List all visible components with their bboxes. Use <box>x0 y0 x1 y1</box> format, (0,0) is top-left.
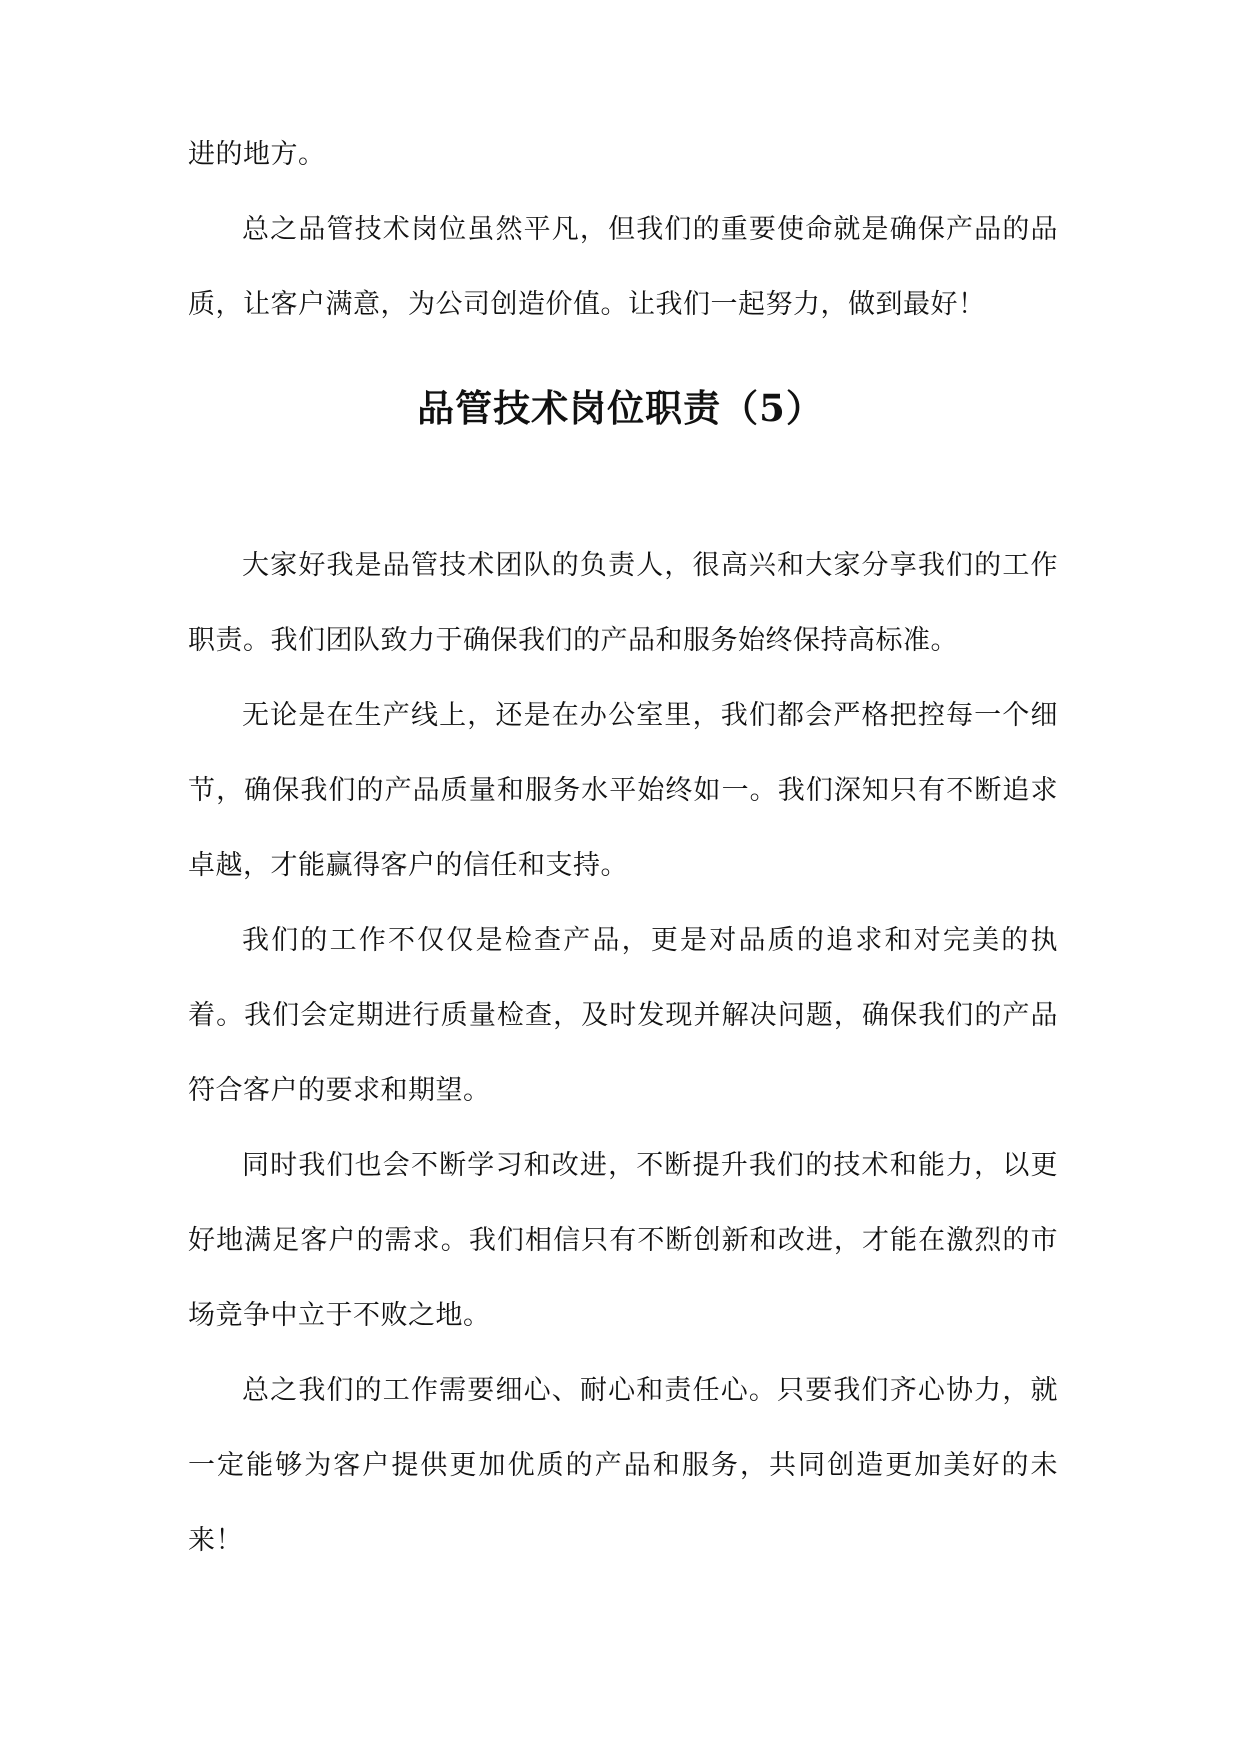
body-paragraph-5: 总之我们的工作需要细心、耐心和责任心。只要我们齐心协力，就一定能够为客户提供更加优质的产品和服务，共同创造更加美好的未来！ <box>188 1375 1058 1556</box>
body-paragraph-1: 大家好我是品管技术团队的负责人，很高兴和大家分享我们的工作职责。我们团队致力于确保我们的产品和服务始终保持高标准。 <box>188 550 1058 656</box>
top-text-block <box>188 117 1058 342</box>
body-paragraph-3: 我们的工作不仅仅是检查产品，更是对品质的追求和对完美的执着。我们会定期进行质量检查，及时发现并解决问题，确保我们的产品符合客户的要求和期望。 <box>188 925 1058 1106</box>
body-paragraph-4: 同时我们也会不断学习和改进，不断提升我们的技术和能力，以更好地满足客户的需求。我们相信只有不断创新和改进，才能在激烈的市场竞争中立于不败之地。 <box>188 1150 1058 1331</box>
continued-paragraph: 进的地方。 <box>188 139 326 170</box>
body-text-block <box>188 528 1058 1578</box>
section-title: 品管技术岗位职责（5） <box>417 386 824 430</box>
closing-paragraph: 总之品管技术岗位虽然平凡，但我们的重要使命就是确保产品的品质，让客户满意，为公司创造价值。让我们一起努力，做到最好！ <box>188 214 1058 320</box>
body-paragraph-2: 无论是在生产线上，还是在办公室里，我们都会严格把控每一个细节，确保我们的产品质量和服务水平始终如一。我们深知只有不断追求卓越，才能赢得客户的信任和支持。 <box>188 700 1058 881</box>
